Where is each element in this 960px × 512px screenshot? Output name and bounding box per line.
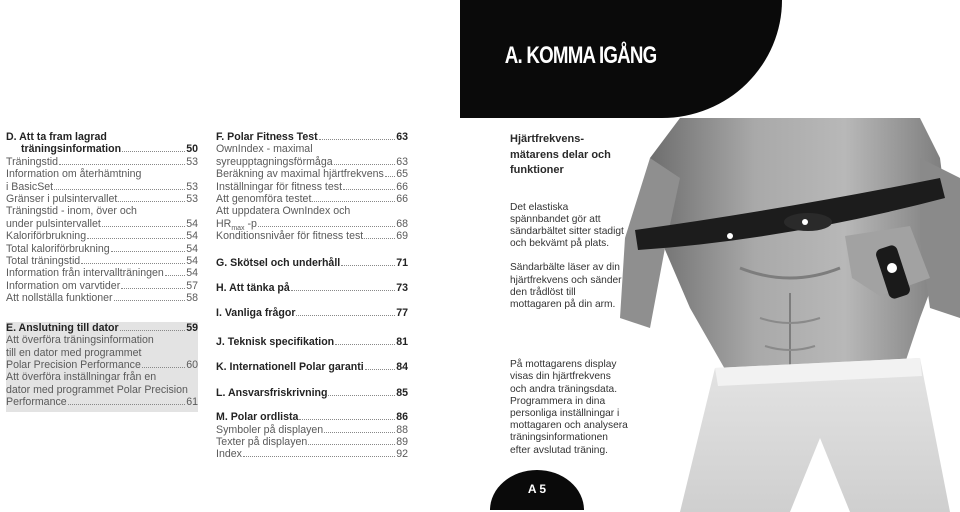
hrmax-suffix: -p [247, 217, 257, 230]
toc-entry-hrmax [216, 218, 408, 230]
toc-entry [6, 396, 198, 408]
page-number: A 5 [527, 482, 547, 496]
toc-entry-page: 69 [396, 230, 408, 243]
toc-entry [6, 243, 198, 255]
toc-heading [216, 336, 408, 348]
toc-entry-label: syreupptagningsförmåga [216, 155, 333, 168]
toc-heading-label: H. Att tänka på [216, 282, 290, 295]
toc-entry: dator med programmet Polar Precision [6, 383, 188, 396]
toc-entry-page: 89 [396, 435, 408, 448]
toc-entry-label: Kaloriförbrukning [6, 230, 87, 243]
toc-entry-label: Konditionsnivåer för fitness test [216, 230, 364, 243]
parts-title: Hjärtfrekvens- mätarens delar och funktioner [510, 133, 611, 176]
toc-entry-label: Index [216, 448, 242, 461]
toc-entry: Att överföra inställningar från en [6, 371, 157, 384]
toc-entry-label: Träningstid [6, 155, 59, 168]
toc-heading [216, 361, 408, 373]
toc-entry-page: 54 [186, 242, 198, 255]
toc-entry-page: 54 [186, 217, 198, 230]
toc-entry: Att uppdatera OwnIndex och [216, 205, 351, 218]
toc-entry [6, 218, 198, 230]
toc-entry [6, 267, 198, 279]
toc-heading [216, 387, 408, 399]
toc-entry-page: 54 [186, 267, 198, 280]
toc-heading-f [216, 131, 408, 143]
toc-heading-d [6, 131, 198, 156]
toc-entry [216, 156, 408, 168]
toc-entry [6, 156, 198, 168]
toc-entry-label: Att nollställa funktioner [6, 292, 113, 305]
toc-heading [216, 307, 408, 319]
toc-entry: OwnIndex - maximal [216, 143, 313, 156]
toc-heading-d-page: 50 [186, 143, 198, 156]
toc-entry-page: 53 [186, 193, 198, 206]
toc-heading-f-label: F. Polar Fitness Test [216, 131, 318, 143]
toc-entry [216, 181, 408, 193]
toc-heading-m-label: M. Polar ordlista [216, 411, 299, 424]
toc-entry-page: 53 [186, 180, 198, 193]
toc-entry-label: Texter på displayen [216, 435, 308, 448]
toc-entry-page: 63 [396, 155, 408, 168]
toc-heading-e [6, 322, 198, 334]
runner-illustration [620, 118, 960, 512]
toc-entry: Information om återhämtning [6, 168, 142, 181]
toc-entry [6, 193, 198, 205]
toc-column-left [6, 131, 198, 412]
toc-entry [216, 436, 408, 448]
toc-entry-page: 88 [396, 423, 408, 436]
toc-heading-page: 84 [396, 361, 408, 374]
toc-entry-label: Polar Precision Performance [6, 358, 141, 371]
toc-heading-m-page: 86 [396, 411, 408, 424]
page-number-badge [490, 470, 584, 510]
toc-entry-konditionsnivaer [216, 230, 408, 242]
toc-sections-g-to-l [216, 243, 408, 399]
toc-list-e [6, 334, 198, 408]
toc-entry [216, 424, 408, 436]
toc-heading-page: 81 [396, 335, 408, 348]
toc-entry-page: 92 [396, 448, 408, 461]
toc-entry-page: 54 [186, 230, 198, 243]
toc-heading-label: I. Vanliga frågor [216, 307, 296, 320]
toc-entry-page: 57 [186, 279, 198, 292]
toc-entry-label: under pulsintervallet [6, 217, 101, 230]
toc-entry-page: 58 [186, 292, 198, 305]
toc-entry-label: Total kaloriförbrukning [6, 242, 110, 255]
toc-heading-m [216, 411, 408, 423]
toc-entry [6, 280, 198, 292]
chapter-banner [460, 0, 782, 118]
toc-entry-label: Information från intervallträningen [6, 267, 164, 280]
toc-heading [216, 257, 408, 269]
toc-entry-page: 65 [396, 168, 408, 181]
toc-heading-d-line2: träningsinformation [21, 143, 122, 156]
chapter-title: A. KOMMA IGÅNG [504, 42, 656, 69]
toc-heading-page: 85 [396, 386, 408, 399]
toc-entry [216, 448, 408, 460]
toc-heading-e-page: 59 [186, 321, 198, 334]
toc-entry: Träningstid - inom, över och [6, 205, 137, 218]
toc-heading-page: 77 [396, 307, 408, 320]
toc-heading-page: 73 [396, 282, 408, 295]
strap-description: Det elastiska spännbandet gör att sändarbältet sitter stadigt och bekvämt på plats. [510, 201, 624, 250]
toc-entry: Att överföra träningsinformation [6, 334, 154, 347]
toc-entry-page: 61 [186, 396, 198, 409]
toc-entry-page: 66 [396, 193, 408, 206]
toc-heading-page: 71 [396, 256, 408, 269]
parts-description [510, 132, 630, 457]
toc-heading-label: K. Internationell Polar garanti [216, 361, 364, 374]
toc-heading-label: L. Ansvarsfriskrivning [216, 386, 328, 399]
toc-heading-label: J. Teknisk specifikation [216, 335, 335, 348]
toc-entry: till en dator med programmet [6, 346, 142, 359]
toc-entry-page: 54 [186, 255, 198, 268]
toc-heading-d-line1: D. Att ta fram lagrad [6, 131, 107, 143]
hrmax-page: 68 [396, 217, 408, 230]
hrmax-sub: max [231, 224, 245, 232]
toc-entry [216, 168, 408, 180]
toc-entry-label: Symboler på displayen [216, 423, 324, 436]
toc-entry-label: Beräkning av maximal hjärtfrekvens [216, 168, 384, 181]
toc-entry-label: i BasicSet [6, 180, 54, 193]
toc-list-f [216, 143, 408, 217]
toc-entry-label: Total träningstid [6, 255, 81, 268]
toc-entry [6, 181, 198, 193]
toc-entry [6, 255, 198, 267]
receiver-description: På mottagarens display visas din hjärtfrekvens och andra träningsdata. Programmera in dina personliga inställningar i mottagaren och analysera träningsinformationen efter avslutad träning. [510, 359, 628, 456]
toc-heading-e-label: E. Anslutning till dator [6, 321, 119, 334]
toc-list-d [6, 156, 198, 305]
toc-heading [216, 282, 408, 294]
toc-entry [6, 359, 198, 371]
hrmax-prefix: HR [216, 217, 232, 230]
runner-photo [620, 118, 960, 512]
toc-heading-f-page: 63 [396, 131, 408, 143]
toc-entry [6, 230, 198, 242]
toc-column-middle [216, 131, 408, 461]
toc-entry-label: Information om varvtider [6, 279, 121, 292]
toc-entry-page: 60 [186, 358, 198, 371]
toc-entry-page: 53 [186, 155, 198, 168]
toc-entry [216, 193, 408, 205]
toc-entry-label: Inställningar för fitness test [216, 180, 343, 193]
toc-section-e-band [6, 322, 198, 412]
toc-entry-label: Gränser i pulsintervallet [6, 193, 118, 206]
toc-entry [6, 292, 198, 304]
toc-entry-page: 66 [396, 180, 408, 193]
transmitter-description: Sändarbälte läser av din hjärtfrekvens och sänder den trådlöst till mottagaren på din arm. [510, 262, 622, 310]
toc-heading-label: G. Skötsel och underhåll [216, 256, 341, 269]
toc-entry-label: Performance [6, 396, 67, 409]
toc-list-m [216, 424, 408, 461]
toc-entry-label: Att genomföra testet [216, 193, 312, 206]
